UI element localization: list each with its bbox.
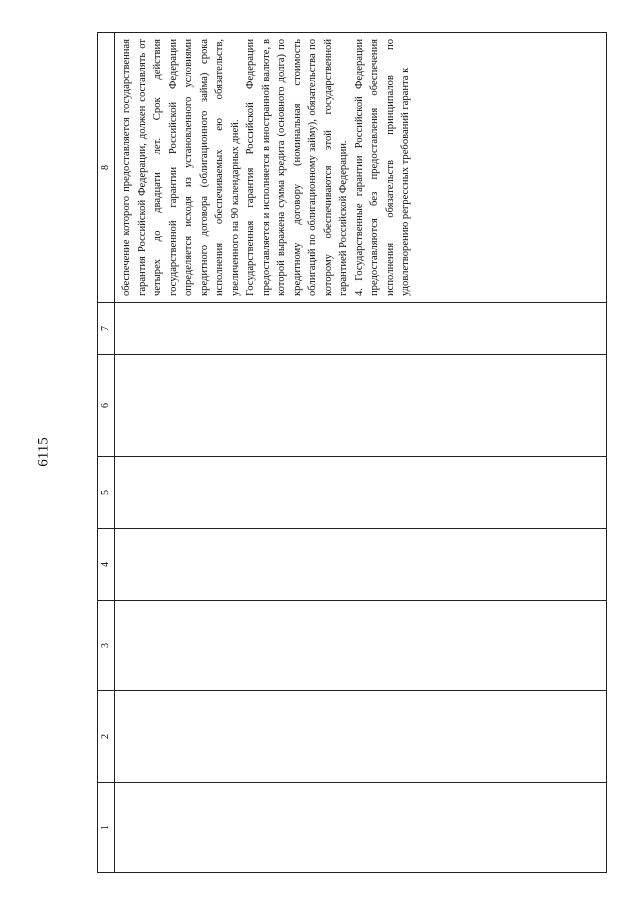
cell-col-1 <box>115 783 607 873</box>
column-header-3: 3 <box>98 601 115 691</box>
column-header-2: 2 <box>98 691 115 783</box>
cell-col-2 <box>115 691 607 783</box>
rotated-table-sheet <box>97 33 607 873</box>
page-number: 6115 <box>35 437 52 467</box>
cell-col-7 <box>115 303 607 355</box>
cell-col-5 <box>115 457 607 529</box>
column-header-7: 7 <box>98 303 115 355</box>
column-header-6: 6 <box>98 355 115 457</box>
column-header-1: 1 <box>98 783 115 873</box>
paragraph-2: Государственная гарантия Российской Федерации предоставляется и исполняется в иностранной валюте, в которой выражена сумма кредита (основного долга) по кредитному договору (номинальная стоимость облигаций по облигационному займу), обязательства по которому обеспечиваются этой государственной гарантией Российской Федерации. <box>245 39 349 296</box>
paragraph-1: обеспечение которого предоставляется государственная гарантия Российской Федерации, должен составлять от четырех до двадцати лет. Срок действия государственной гарантии Российской Федерации определяется исходя из установленного условиями кредитного договора (облигационного займа) срока исполнения обеспечиваемых ею обязательств, увеличенного на 90 календарных дней. <box>121 39 241 296</box>
cell-col-4 <box>115 529 607 601</box>
table-body-row <box>115 33 607 873</box>
document-table <box>97 32 607 873</box>
column-header-8: 8 <box>98 33 115 303</box>
cell-col-8-text <box>115 33 607 303</box>
column-header-4: 4 <box>98 529 115 601</box>
paragraph-3: 4. Государственные гарантии Российской Федерации предоставляются без предоставления обеспечения исполнения обязательств принципалов по удовлетворению регрессных требований гаранта к <box>353 39 411 296</box>
cell-col-6 <box>115 355 607 457</box>
cell-col-3 <box>115 601 607 691</box>
table-header-row <box>98 33 115 873</box>
column-header-5: 5 <box>98 457 115 529</box>
